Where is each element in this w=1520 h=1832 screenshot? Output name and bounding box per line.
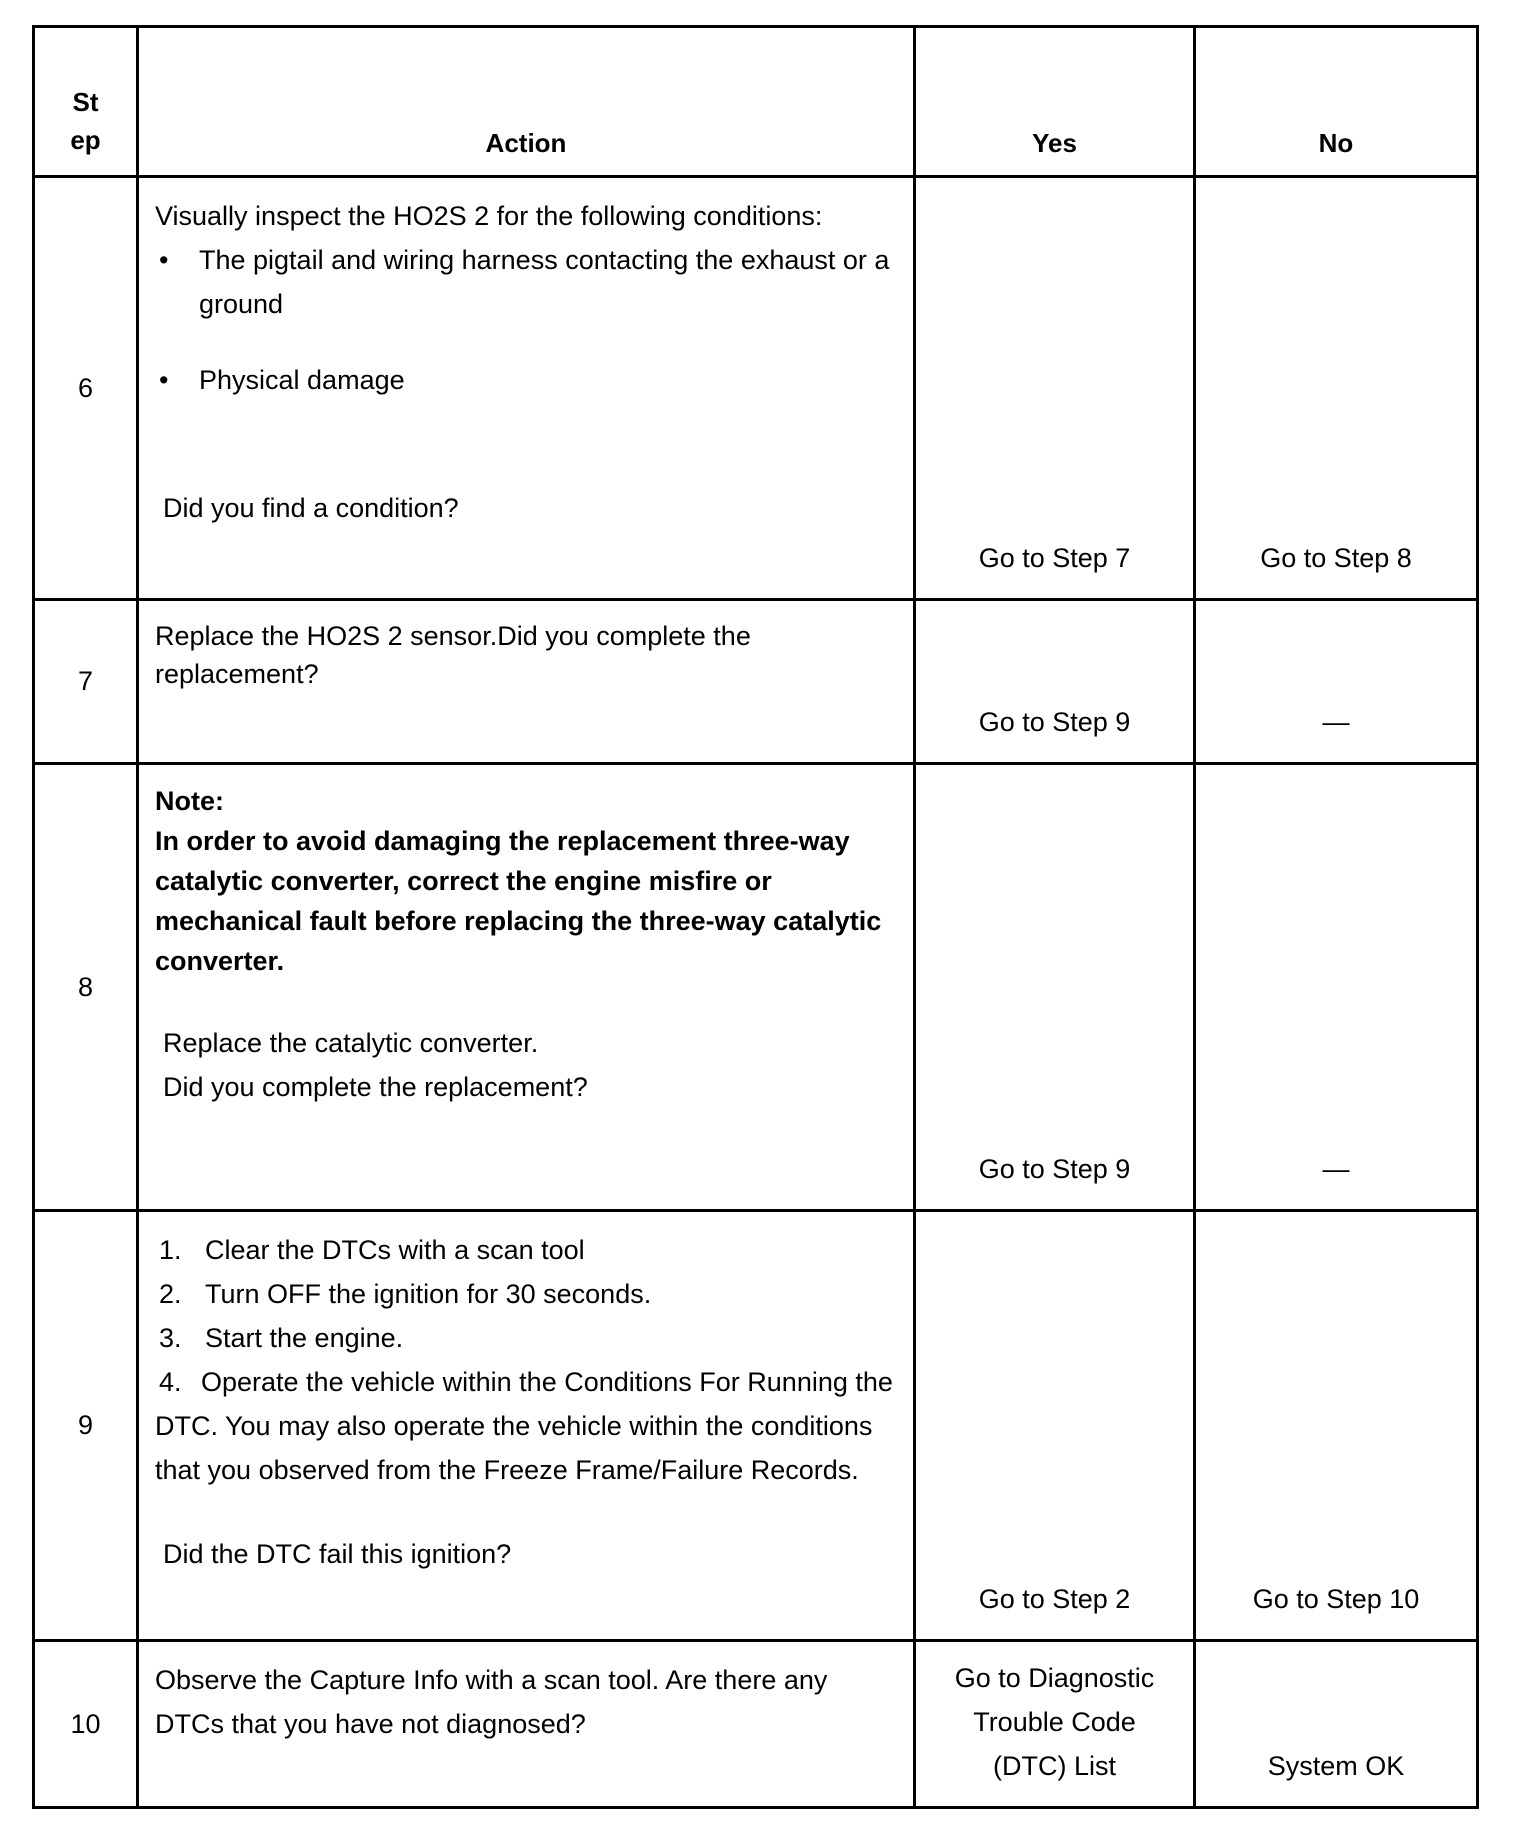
action-instruction: Replace the catalytic converter. [163, 1028, 539, 1058]
item-text: Turn OFF the ignition for 30 seconds. [205, 1279, 652, 1309]
item-number: 4. [159, 1367, 182, 1397]
action-question: Did you find a condition? [163, 493, 459, 523]
step-header-line2: ep [70, 125, 101, 155]
bullet-text: Physical damage [199, 365, 405, 395]
action-cell [138, 1211, 915, 1641]
no-result: System OK [1195, 1641, 1478, 1808]
action-intro: Visually inspect the HO2S 2 for the following conditions: [155, 201, 823, 231]
step-number: 10 [34, 1641, 138, 1808]
list-item [155, 1316, 893, 1360]
no-result: Go to Step 8 [1195, 177, 1478, 600]
action-cell [138, 764, 915, 1211]
no-result: — [1195, 600, 1478, 764]
yes-result: Go to Step 7 [915, 177, 1195, 600]
no-header: No [1195, 27, 1478, 177]
item-number: 1. [159, 1235, 182, 1265]
action-text: Observe the Capture Info with a scan tool. Are there any DTCs that you have not diagnosed? [155, 1665, 828, 1739]
yes-result: Go to Step 9 [915, 764, 1195, 1211]
diagnostic-table [32, 25, 1479, 1809]
item-text: Operate the vehicle within the Conditions For Running the DTC. You may also operate the vehicle within the conditions that you observed from the Freeze Frame/Failure Records. [155, 1367, 893, 1485]
bullet-icon: • [159, 245, 169, 275]
table-row [34, 1641, 1478, 1808]
list-item [155, 1228, 893, 1272]
step-number: 8 [34, 764, 138, 1211]
action-cell [138, 177, 915, 600]
action-question: Did you complete the replacement? [163, 1072, 588, 1102]
step-header [34, 27, 138, 177]
action-cell [138, 600, 915, 764]
step-header-line1: St [72, 87, 99, 117]
list-item [155, 1360, 893, 1492]
yes-header: Yes [915, 27, 1195, 177]
item-number: 3. [159, 1323, 182, 1353]
action-text: Replace the HO2S 2 sensor.Did you complete the replacement? [155, 621, 751, 689]
header-row [34, 27, 1478, 177]
table-row [34, 177, 1478, 600]
note-text: In order to avoid damaging the replacement three-way catalytic converter, correct the engine misfire or mechanical fault before replacing the three-way catalytic converter. [155, 826, 882, 976]
item-text: Clear the DTCs with a scan tool [205, 1235, 585, 1265]
table-row [34, 600, 1478, 764]
item-text: Start the engine. [205, 1323, 404, 1353]
step-number: 6 [34, 177, 138, 600]
yes-result: Go to Step 2 [915, 1211, 1195, 1641]
action-cell [138, 1641, 915, 1808]
action-header: Action [138, 27, 915, 177]
table-row [34, 1211, 1478, 1641]
item-number: 2. [159, 1279, 182, 1309]
step-number: 7 [34, 600, 138, 764]
action-question: Did the DTC fail this ignition? [163, 1539, 512, 1569]
no-result: Go to Step 10 [1195, 1211, 1478, 1641]
bullet-text: The pigtail and wiring harness contacting the exhaust or a ground [199, 245, 890, 319]
bullet-item [155, 358, 893, 402]
bullet-item [155, 238, 893, 326]
note-label: Note: [155, 786, 224, 816]
list-item [155, 1272, 893, 1316]
no-result: — [1195, 764, 1478, 1211]
yes-result: Go to Diagnostic Trouble Code (DTC) List [915, 1641, 1195, 1808]
bullet-icon: • [159, 365, 169, 395]
table-row [34, 764, 1478, 1211]
step-number: 9 [34, 1211, 138, 1641]
yes-result: Go to Step 9 [915, 600, 1195, 764]
